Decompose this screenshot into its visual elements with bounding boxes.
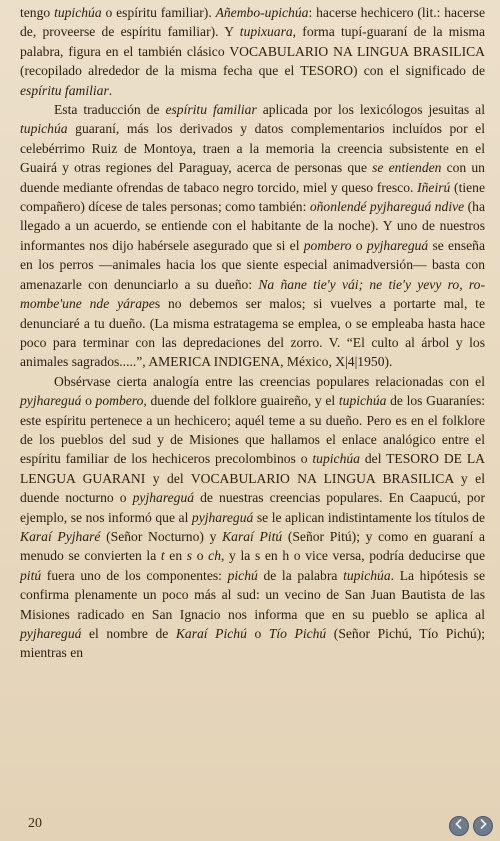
italic-term: tupichúa xyxy=(338,393,387,409)
italic-term: ch xyxy=(208,548,222,564)
italic-term: tupichúa xyxy=(54,5,102,20)
italic-term: pyjhareguá xyxy=(132,490,195,506)
italic-term: pichú xyxy=(227,567,258,583)
paragraph-3 xyxy=(20,372,485,663)
italic-term: s xyxy=(186,548,193,564)
text-run: , y la s en h o vice versa, podría deducirse que xyxy=(221,548,485,564)
italic-term: Añembo-upichúa xyxy=(215,5,309,20)
italic-term: tupichúa xyxy=(20,121,68,137)
text-run: del TESORO DE LA LENGUA GUARANI y del VOCABULARIO NA LINGUA BRASILICA y el duende nocturno o xyxy=(20,451,485,506)
italic-term: Tío Pichú xyxy=(268,626,327,641)
text-run: se enseña en los perros —animales hacia los que siente especial animadversión— basta con amenazarle con denunciarlo a su dueño: xyxy=(20,237,485,292)
italic-term: espíritu familiar xyxy=(165,102,257,118)
previous-page-button[interactable] xyxy=(449,816,469,836)
italic-term: pyjhareguá xyxy=(20,626,82,641)
italic-term: tupichúa xyxy=(343,567,391,583)
text-run: o xyxy=(351,237,367,253)
italic-term: Karaí Pyjharé xyxy=(20,528,101,544)
text-run: (Señor Pitú); y como en guaraní a menudo se convierten la xyxy=(20,528,485,564)
text-run: con un duende mediante ofrendas de tabaco negro torcido, miel y queso fresco. xyxy=(20,160,485,195)
text-run: en xyxy=(164,548,187,564)
italic-term: tupichúa xyxy=(312,451,360,467)
italic-term: pyjhareguá xyxy=(191,509,254,525)
italic-term: pyjhareguá xyxy=(366,237,429,253)
text-run: o xyxy=(246,626,269,641)
text-run: o xyxy=(81,393,96,409)
text-run: o xyxy=(192,548,209,564)
italic-term: Na ñane tie'y vái; ne tie'y yevy ro, ro-mombe'une nde yárape xyxy=(20,276,485,312)
text-run: (Señor Pichú, Tío Pichú); mientras en xyxy=(20,626,486,661)
italic-term: pyjhareguá xyxy=(20,393,82,409)
text-run: o espíritu familiar). xyxy=(101,5,216,20)
text-run: Obsérvase cierta analogía entre las creencias populares relacionadas con el xyxy=(54,373,485,389)
chevron-left-icon xyxy=(453,817,465,835)
paragraph-1 xyxy=(20,3,485,100)
text-run: . xyxy=(108,82,113,98)
text-run: de los Guaraníes: este espíritu pertenece a un hechicero; aquél teme a su dueño. Pero es en el folklore de los pueblos del sud y de Misiones que hallamos el enlace analógico entre el espíritu familiar de los hechiceros precolombinos o xyxy=(20,393,486,467)
text-run: , forma tupí-guaraní de la misma palabra, figura en el también clásico VOCABULARIO NA LINGUA BRASILICA (recopilado alrededor de la misma fecha que el TESORO) con el significado de xyxy=(20,24,485,79)
text-run: de nuestras creencias populares. En Caapucú, por ejemplo, se nos informó que al xyxy=(20,490,485,525)
text-run: guaraní, más los derivados y datos complementarios incluídos por el celebérrimo Ruiz de Montoya, traen a la memoria la creencia subsistente en el Guairá y otras regiones del Paraguay, acerca de personas que xyxy=(20,121,485,176)
text-run: : hacerse hechicero (lit.: hacerse de, proveerse de espíritu familiar). Y xyxy=(20,5,485,40)
page-number: 20 xyxy=(28,816,42,831)
italic-term: espíritu familiar xyxy=(20,82,109,98)
text-run: . La hipótesis se confirma plenamente un poco más al sud: un vecino de San Juan Bautista de las Misiones radicado en San Ignacio nos informa que en su pueblo se aplica al xyxy=(20,567,485,622)
italic-term: t xyxy=(160,548,165,564)
text-run: duende del folklore guaireño, y el xyxy=(146,393,339,409)
italic-term: Iñeirú xyxy=(417,179,451,195)
text-run: s no debemos ser malos; si vuelves a portarte mal, te denunciaré a tu dueño. (La misma estratagema se emplea, o se empleaba hasta hace poco para terminar con las depredaciones del zorro. V. “El culto al árbol y los animales sagrados.....”, AMERICA INDIGENA, México, X|4|1950). xyxy=(20,296,485,370)
paragraph-2 xyxy=(20,100,485,372)
italic-term: tupixuara xyxy=(239,24,293,40)
text-run: aplicada por los lexicólogos jesuitas al xyxy=(256,102,485,118)
next-page-button[interactable] xyxy=(473,816,493,836)
text-run: (ha llegado a un acuerdo, se entiende con el habitante de la noche). Y uno de nuestros informantes nos dijo habérsele asegurado que si el xyxy=(20,199,485,253)
text-run: (Señor Nocturno) y xyxy=(100,528,223,544)
text-run: Esta traducción de xyxy=(54,102,166,118)
viewer-controls xyxy=(449,816,493,836)
text-run: tengo xyxy=(20,5,55,20)
italic-term: se entienden xyxy=(372,160,442,176)
text-run: se le aplican indistintamente los títulos de xyxy=(253,509,485,525)
italic-term: pombero xyxy=(303,237,352,253)
italic-term: pitú xyxy=(20,567,42,583)
page-body-text xyxy=(20,3,485,663)
text-run: fuera uno de los componentes: xyxy=(41,567,228,583)
italic-term: pombero, xyxy=(95,393,147,409)
text-run: el nombre de xyxy=(81,626,176,641)
text-run: de la palabra xyxy=(257,567,344,583)
italic-term: Karaí Pitú xyxy=(222,528,283,544)
chevron-right-icon xyxy=(477,817,489,835)
italic-term: Karaí Pichú xyxy=(175,626,247,641)
text-run: (tiene compañero) dícese de tales personas; como también: xyxy=(20,179,485,215)
italic-term: oñonlendé pyjhareguá ndive xyxy=(309,199,465,215)
